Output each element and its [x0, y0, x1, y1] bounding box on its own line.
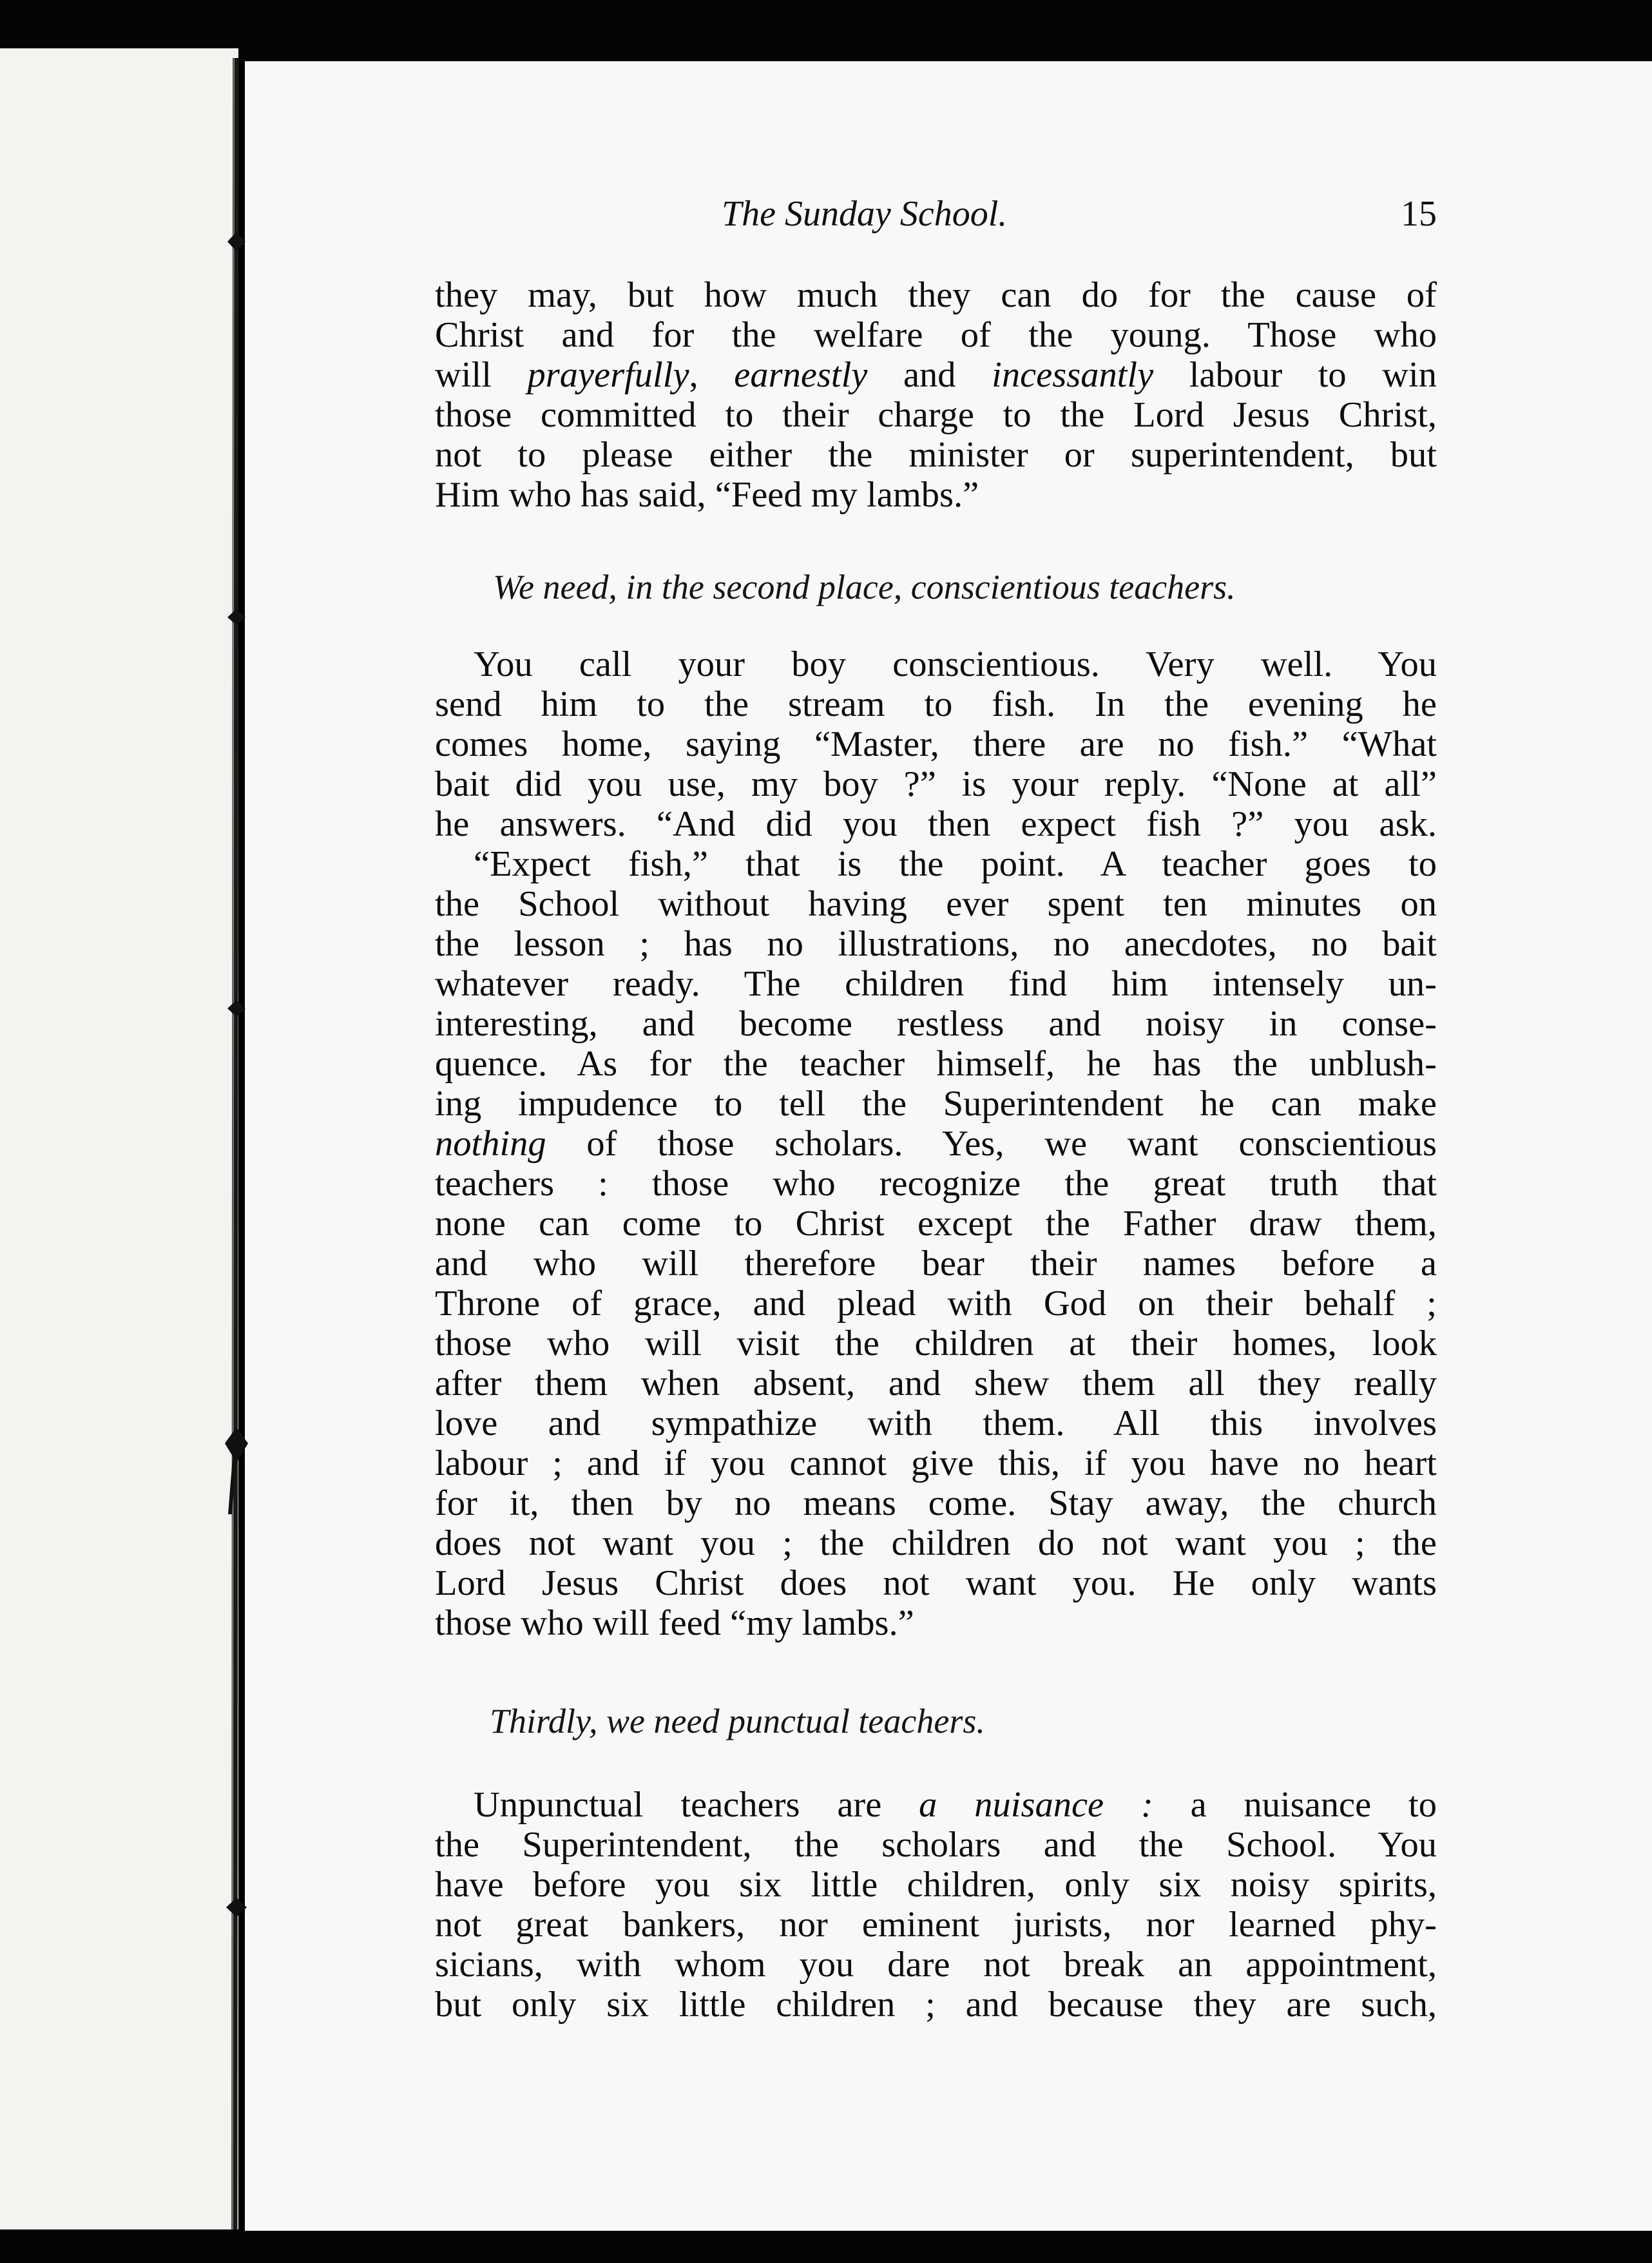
text-line: Christ and for the welfare of the young. Those who	[435, 315, 1437, 355]
text-line	[435, 1785, 1437, 1825]
emphasis: a nuisance :	[919, 1785, 1153, 1825]
text-line: whatever ready. The children find him intensely un-	[435, 964, 1437, 1004]
text-line: does not want you ; the children do not want you ; the	[435, 1523, 1437, 1563]
text-run: of those scholars. Yes, we want conscientious	[546, 1124, 1437, 1164]
emphasis: nothing	[435, 1124, 546, 1164]
text-run: ,	[689, 355, 735, 395]
text-line: labour ; and if you cannot give this, if you have no heart	[435, 1443, 1437, 1483]
text-line: Him who has said, “Feed my lambs.”	[435, 475, 979, 515]
text-line: not to please either the minister or superintendent, but	[435, 435, 1437, 475]
running-head: The Sunday School.	[722, 194, 1008, 234]
text-line: those who will feed “my lambs.”	[435, 1603, 914, 1643]
text-line: ing impudence to tell the Superintendent he can make	[435, 1084, 1437, 1124]
text-line: and who will therefore bear their names before a	[435, 1244, 1437, 1284]
text-run: labour to win	[1153, 355, 1437, 395]
text-run: and	[867, 355, 992, 395]
text-line	[435, 1124, 1437, 1164]
text-line: sicians, with whom you dare not break an appointment,	[435, 1945, 1437, 1985]
text-line: not great bankers, nor eminent jurists, nor learned phy-	[435, 1905, 1437, 1945]
text-line: the School without having ever spent ten minutes on	[435, 884, 1437, 924]
paragraph-3	[435, 1785, 1437, 2025]
text-line: the lesson ; has no illustrations, no anecdotes, no bait	[435, 924, 1437, 964]
page-number: 15	[1401, 194, 1437, 234]
text-line: those committed to their charge to the Lord Jesus Christ,	[435, 395, 1437, 435]
text-line: Lord Jesus Christ does not want you. He only wants	[435, 1563, 1437, 1603]
text-line: for it, then by no means come. Stay away, the church	[435, 1483, 1437, 1523]
text-run: will	[435, 355, 528, 395]
text-run: Unpunctual teachers are	[474, 1785, 919, 1825]
text-line	[435, 355, 1437, 395]
text-run: a nuisance to	[1153, 1785, 1437, 1825]
binding-stitching	[222, 58, 248, 2229]
subheading-conscientious: We need, in the second place, conscientious teachers.	[493, 568, 1236, 606]
subheading-punctual: Thirdly, we need punctual teachers.	[490, 1702, 985, 1740]
left-page-edge	[0, 48, 238, 2229]
text-line: interesting, and become restless and noisy in conse-	[435, 1004, 1437, 1044]
text-line: bait did you use, my boy ?” is your reply. “None at all”	[435, 764, 1437, 804]
text-line: teachers : those who recognize the great truth that	[435, 1164, 1437, 1204]
scan-top-border	[0, 0, 1652, 61]
text-line: none can come to Christ except the Father draw them,	[435, 1204, 1437, 1244]
paragraph-2	[435, 644, 1437, 1643]
text-line: comes home, saying “Master, there are no fish.” “What	[435, 724, 1437, 764]
text-line: love and sympathize with them. All this involves	[435, 1403, 1437, 1443]
text-line: the Superintendent, the scholars and the School. You	[435, 1825, 1437, 1865]
page-header	[722, 193, 1437, 245]
text-line: but only six little children ; and because they are such,	[435, 1985, 1437, 2025]
text-line: they may, but how much they can do for the cause of	[435, 275, 1437, 315]
emphasis: earnestly	[734, 355, 868, 395]
text-line: send him to the stream to fish. In the evening he	[435, 684, 1437, 724]
text-line: You call your boy conscientious. Very well. You	[474, 644, 1437, 684]
text-line: Throne of grace, and plead with God on their behalf ;	[435, 1284, 1437, 1324]
text-line: he answers. “And did you then expect fish ?” you ask.	[435, 804, 1437, 844]
text-line: have before you six little children, only six noisy spirits,	[435, 1865, 1437, 1905]
paragraph-1	[435, 275, 1437, 515]
text-line: those who will visit the children at their homes, look	[435, 1324, 1437, 1363]
text-line: “Expect fish,” that is the point. A teacher goes to	[474, 844, 1437, 884]
scan-bottom-border	[0, 2231, 1652, 2263]
emphasis: incessantly	[992, 355, 1154, 395]
text-line: quence. As for the teacher himself, he has the unblush-	[435, 1044, 1437, 1084]
text-line: after them when absent, and shew them all they really	[435, 1363, 1437, 1403]
emphasis: prayerfully	[527, 355, 689, 395]
